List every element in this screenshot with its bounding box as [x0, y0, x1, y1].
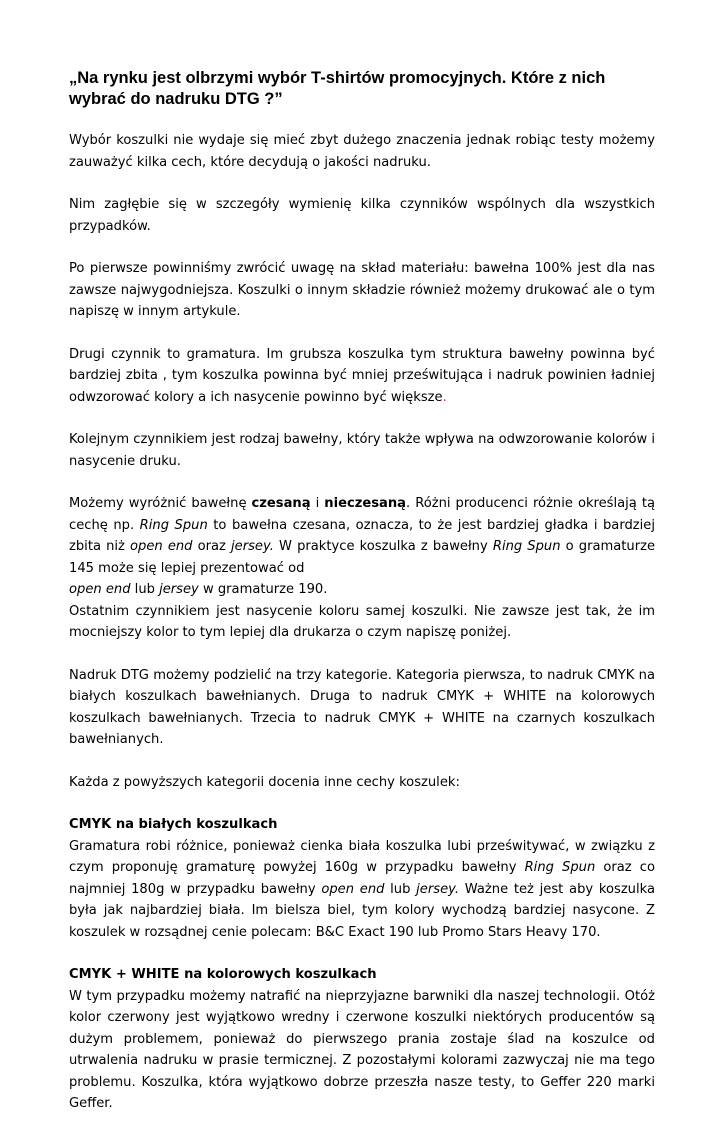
intro-paragraph: Wybór koszulki nie wydaje się mieć zbyt dużego znaczenia jednak robiąc testy możemy zauważyć kilka cech, które decydują o jakości nadruku.: [69, 133, 655, 170]
categories-intro-paragraph: Każda z powyższych kategorii docenia inne cechy koszulek:: [69, 774, 460, 790]
weight-text: Drugi czynnik to gramatura. Im grubsza koszulka tym struktura bawełny powinna być bardziej zbita , tym koszulka powinna być mniej prześwitująca i nadruk powinien ładniej odwzorować kolory a ich nasycenie powinno być większe: [69, 346, 655, 405]
text-span: i: [310, 496, 325, 511]
factors-intro-paragraph: Nim zagłębie się w szczegóły wymienię kilka czynników wspólnych dla wszystkich przypadków.: [69, 197, 655, 234]
text-span: W tym przypadku możemy natrafić na nieprzyjazne barwniki dla naszej technologii. Otóż kolor czerwony jest wyjątkowo wredny i czerwone koszulki niektórych producentów są dużym problemem, ponieważ do pierwszego prania zostaje ślad na koszulce od utrwalenia nadruku w prasie termicznej. Z pozostałymi kolorami zazwyczaj nie ma tego problemu. Koszulka, która wyjątkowo dobrze przeszła nasze testy, to Geffer 220 marki Geffer.: [69, 988, 655, 1111]
text-span: w gramaturze 190.: [198, 582, 328, 597]
italic-term: Ring Spun: [524, 860, 596, 875]
section-colored-shirts: [69, 964, 655, 1115]
weight-paragraph: [69, 344, 655, 409]
text-span: Gramatura robi różnice, ponieważ cienka biała koszulka lubi prześwitywać, w związku z czym proponuję gramaturę powyżej 160g w przypadku bawełny: [69, 838, 655, 875]
categories-paragraph: Nadruk DTG możemy podzielić na trzy kategorie. Kategoria pierwsza, to nadruk CMYK na białych koszulkach bawełnianych. Druga to nadruk CMYK + WHITE na kolorowych koszulkach bawełnianych. Trzecia to nadruk CMYK + WHITE na czarnych koszulkach bawełnianych.: [69, 667, 655, 747]
italic-term: open end: [321, 881, 385, 897]
italic-term: jersey.: [231, 539, 274, 554]
section-heading-colored: CMYK + WHITE na kolorowych koszulkach: [69, 967, 377, 982]
italic-term: jersey.: [416, 881, 460, 897]
italic-term: open end: [69, 582, 131, 597]
combed-cotton-paragraph: [69, 493, 655, 601]
section-heading-white: CMYK na białych koszulkach: [69, 817, 278, 832]
italic-term: Ring Spun: [139, 517, 208, 533]
bold-term-combed: czesaną: [251, 496, 311, 511]
italic-term: Ring Spun: [492, 539, 561, 554]
material-paragraph: Po pierwsze powinniśmy zwrócić uwagę na skład materiału: bawełna 100% jest dla nas zawsze najwygodniejsza. Koszulki o innym składzie również możemy drukować ale o tym napiszę w innym artykule.: [69, 261, 655, 319]
italic-term: open end: [130, 539, 193, 554]
red-dot: .: [442, 389, 447, 405]
text-span: oraz: [192, 539, 232, 554]
text-span: oraz co najmniej 180g w przypadku bawełny: [69, 860, 655, 897]
text-span: o gramaturze 145 może się lepiej prezentować od: [69, 539, 656, 576]
text-span: to bawełna czesana, oznacza, to że jest bardziej gładka i bardziej zbita niż: [69, 517, 655, 554]
text-span: Ważne też jest aby koszulka była jak najbardziej biała. Im bielsza biel, tym kolory wychodzą bardziej nasycone. Z koszulek w rozsądnej cenie polecam: B&C Exact 190 lub Promo Stars Heavy 170.: [69, 881, 655, 940]
text-span: lub: [130, 582, 160, 597]
text-span: . Różni producenci różnie określają tą cechę np.: [69, 496, 655, 533]
cotton-type-paragraph: Kolejnym czynnikiem jest rodzaj bawełny, który także wpływa na odwzorowanie kolorów i nasycenie druku.: [69, 432, 655, 469]
shirt-color-paragraph: Ostatnim czynnikiem jest nasycenie koloru samej koszulki. Nie zawsze jest tak, że im mocniejszy kolor to tym lepiej dla drukarza o czym napiszę poniżej.: [69, 603, 655, 640]
section-white-shirts: [69, 814, 655, 943]
document-page: [69, 68, 655, 1136]
text-span: lub: [384, 881, 417, 897]
text-span: W praktyce koszulka z bawełny: [273, 539, 493, 554]
text-span: Możemy wyróżnić bawełnę: [69, 496, 252, 511]
bold-term-uncombed: nieczesaną: [324, 496, 407, 511]
italic-term: jersey: [159, 582, 199, 597]
page-title: „Na rynku jest olbrzymi wybór T-shirtów promocyjnych. Które z nich wybrać do nadruku DTG ?”: [69, 69, 606, 108]
